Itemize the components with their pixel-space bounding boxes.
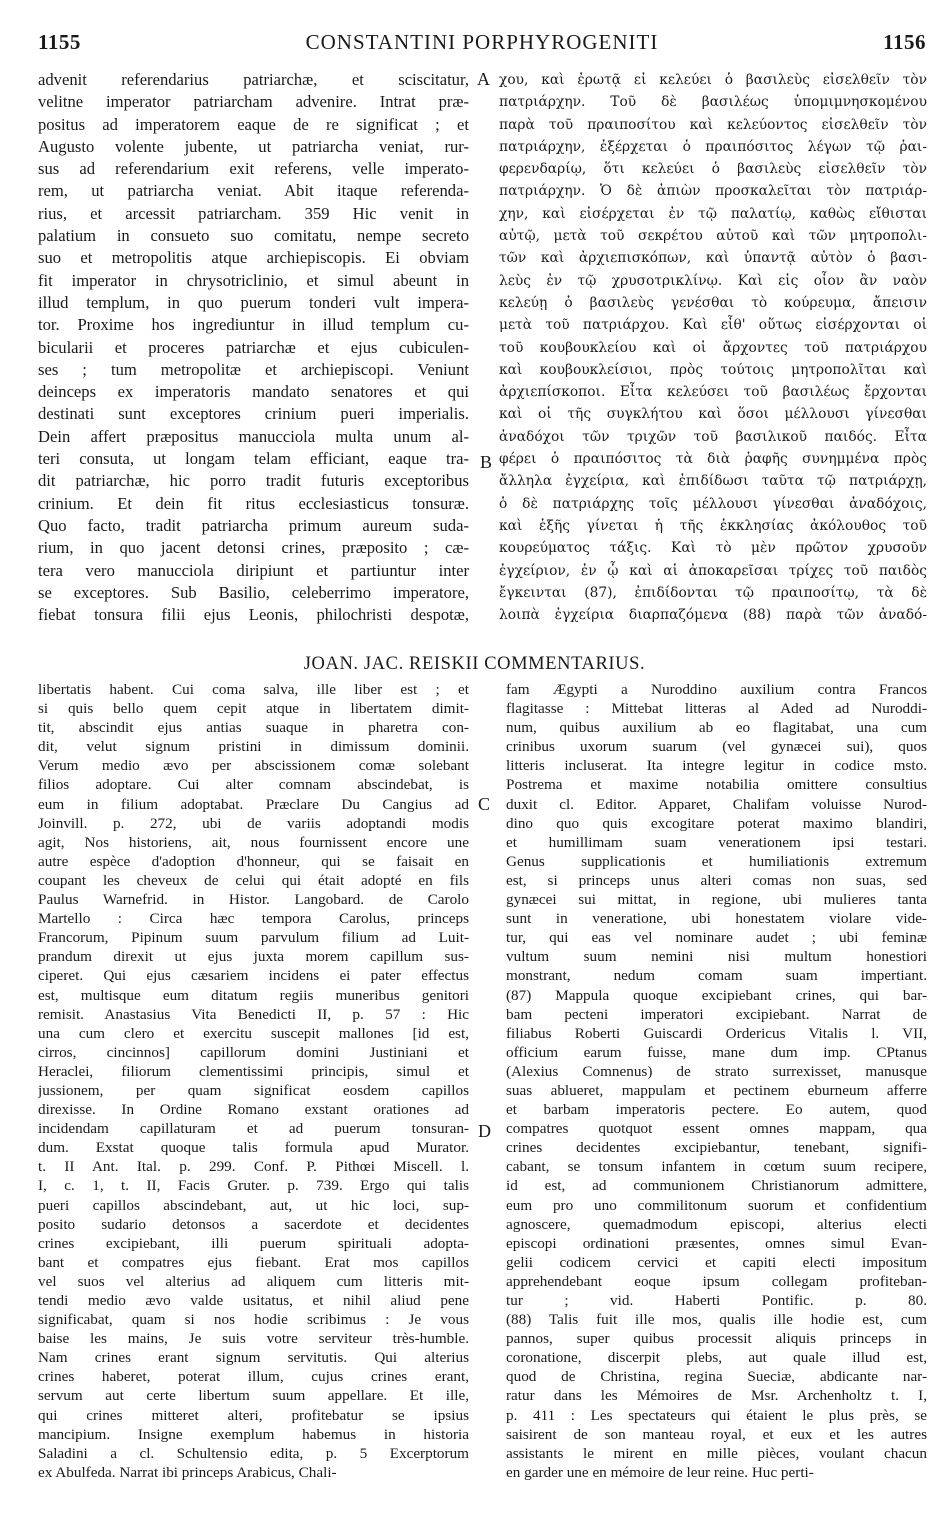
text-line: bant et compatres ejus fiebant. Erat mos capillos xyxy=(38,1253,469,1271)
text-line: rem, ut patriarcha veniat. Abit itaque referenda- xyxy=(38,181,469,201)
text-line: prandum direxit ut ejus juxta morem capillum sus- xyxy=(38,948,469,966)
margin-letter-b: B xyxy=(480,452,493,472)
commentary-title: JOAN. JAC. REISKII COMMENTARIUS. xyxy=(303,654,646,674)
text-line: ἔγκεινται (87), ἐπιδίδονται τῷ πραιποσίτῳ, τὰ δὲ xyxy=(499,584,927,601)
text-line: Nam crines erant signum servitutis. Qui alterius xyxy=(38,1349,469,1367)
text-line: ratur dans les Mémoires de Msr. Archenholtz t. I, xyxy=(506,1387,927,1405)
text-line: (Alexius Comnenus) de strato surrexisset, manusque xyxy=(506,1062,927,1080)
text-line: agnoscere, quemadmodum episcopi, alterius electi xyxy=(506,1215,927,1233)
text-line: ciperet. Qui ejus cæsariem incidens ei pater effectus xyxy=(38,967,469,985)
text-line: fam Ægypti a Nuroddino auxilium contra Francos xyxy=(506,681,927,698)
text-line: bicularii et proceres patriarchæ et ejus cubiculen- xyxy=(38,337,469,357)
text-line: id est, ad communionem Christianorum admittere, xyxy=(506,1177,927,1195)
text-line: crinium. Et dein fit ritus ecclesiasticus tonsuræ. xyxy=(38,493,469,513)
text-line: compatres quotquot essent omnes mappam, qua xyxy=(506,1120,927,1138)
text-line: significabat, quam si nos hodie scribimus : Je vous xyxy=(38,1311,469,1329)
page-number-right: 1156 xyxy=(883,30,926,54)
text-line: saisirent de son manteau royal, et eux et les autres xyxy=(506,1425,927,1443)
text-line: destinati sunt exceptores crinium pueri imperialis. xyxy=(38,404,469,424)
text-line: Genus supplicationis et humiliationis extremum xyxy=(506,852,927,870)
text-line: Postrema et maxime notabilia omittere consultius xyxy=(506,776,927,794)
text-line: πατριάρχην, ἐξέρχεται ὁ πραιπόσιτος λέγων τῷ ῥαι- xyxy=(499,138,927,155)
text-line: ex Abulfeda. Narrat ibi princeps Arabicus, Chali- xyxy=(38,1463,337,1481)
text-line: tor. Proxime hos ingrediuntur in illud templum cu- xyxy=(38,315,469,335)
text-line: suas ablueret, mappulam et pectinem eburneum afferre xyxy=(506,1081,927,1099)
text-line: monstrant, nedum comam suam impertiant. xyxy=(506,967,927,985)
text-line: coronatione, discerpit plebs, aut quale illud est, xyxy=(506,1349,927,1367)
text-line: et humillimam suam venerationem ipsi testari. xyxy=(506,833,927,851)
text-line: rium, in quo jacent detonsi crines, præposito ; cæ- xyxy=(38,538,469,558)
text-line: fiebat tonsura filii ejus Leonis, philochristi despotæ, xyxy=(38,605,469,625)
text-line: libertatis habent. Cui coma salva, ille liber est ; et xyxy=(38,681,469,698)
running-title: CONSTANTINI PORPHYROGENITI xyxy=(305,30,659,54)
text-line: Martello : Circa hæc tempora Carolus, princeps xyxy=(38,910,469,928)
text-line: cabant, se tonsum infantem in cœtum suum recipere, xyxy=(506,1158,927,1176)
text-line: Verum medio ævo per abscissionem comæ solebant xyxy=(38,757,469,775)
margin-letter-c: C xyxy=(478,794,491,814)
text-line: Dein affert præpositus manucciola multa unum al- xyxy=(38,426,469,446)
text-line: apprehendebant eoque ipsum collegam profiteban- xyxy=(506,1272,927,1290)
text-line: ἄλληλα ἐγχείρια, καὶ ἐπιδίδωσι ταῦτα τῷ πατριάρχῃ, xyxy=(499,473,927,490)
text-line: p. 411 : Les spectateurs qui étaient le plus près, se xyxy=(506,1406,927,1424)
text-line: teri consuta, ut longam telam efficiant, eaque tra- xyxy=(38,449,469,469)
text-line: est, si princeps unus alteri comas non suas, sed xyxy=(506,871,927,889)
margin-letter-a: A xyxy=(477,69,490,89)
text-line: Heraclei, filiorum clementissimi principis, simul et xyxy=(38,1062,469,1080)
text-line: coupant les cheveux de celui qui était adopté en fils xyxy=(38,871,469,889)
text-line: pannos, super quibus processit aliquis princeps in xyxy=(506,1330,927,1348)
text-line: λεὺς ἐν τῷ χρυσοτρικλίνῳ. Καὶ εἰς οἷον ἂν ναὸν xyxy=(499,272,927,289)
text-line: duxit cl. Editor. Apparet, Chalifam voluisse Nurod- xyxy=(506,795,927,813)
text-line: direxisse. In Ordine Romano exstant orationes ad xyxy=(38,1101,469,1119)
text-line: advenit referendarius patriarchæ, et sciscitatur, xyxy=(38,70,469,89)
commentary-left-column xyxy=(38,680,469,1482)
text-line: posito sudario detonsos a sacerdote et decidentes xyxy=(38,1215,469,1233)
greek-text-column xyxy=(499,69,927,626)
text-line: τῶν καὶ ἀρχιεπισκόπων, καὶ ὑπαντᾷ αὐτὸν ὁ βασι- xyxy=(499,250,927,267)
text-line: positus ad imperatorem eaque de re significat ; et xyxy=(38,114,469,134)
text-line: ses ; tum metropolitæ et archiepiscopi. Veniunt xyxy=(38,359,469,379)
text-line: suo et metropolitis atque archiepiscopis. Ei obviam xyxy=(38,248,469,268)
text-line: gynæcei sui mittat, in regione, ubi mulieres tanta xyxy=(506,891,927,909)
text-line: autre espèce d'adoption d'honneur, qui se faisait en xyxy=(38,852,469,870)
text-line: illud templum, in quo puerum tonderi vult impera- xyxy=(38,292,469,312)
text-line: (88) Talis fuit ille mos, qualis ille hodie est, cum xyxy=(506,1311,927,1329)
text-line: tur, qui eas vel nominare audet ; ubi feminæ xyxy=(506,929,927,947)
text-line: crines haberet, poterat illum, cujus crines erant, xyxy=(38,1368,469,1386)
text-line: servum aut certe libertum suum appellare. Et ille, xyxy=(38,1387,469,1405)
text-line: filios adoptare. Cui alter comnam abscindebat, is xyxy=(38,776,469,794)
text-line: χου, καὶ ἐρωτᾷ εἰ κελεύει ὁ βασιλεὺς εἰσελθεῖν τὸν xyxy=(499,72,927,88)
text-line: Francorum, Pipinum suum parvulum filium ad Luit- xyxy=(38,929,469,947)
text-line: τοῦ κουβουκλείου καὶ οἱ ἄρχοντες τοῦ πατριάρχου xyxy=(499,339,927,356)
text-line: pueri capillos abscindebant, aut, ut hic loci, sup- xyxy=(38,1196,469,1214)
text-line: ἀναδόχοι τῶν τριχῶν τοῦ βασιλικοῦ παιδός. Εἶτα xyxy=(499,428,927,445)
text-line: quod de Christina, regina Sueciæ, abdicante nar- xyxy=(506,1368,927,1386)
text-line: κελεύῃ ὁ βασιλεὺς γενέσθαι τὸ κούρευμα, ἄπεισιν xyxy=(499,294,927,311)
text-line: t. II Ant. Ital. p. 299. Conf. P. Pithœi Miscell. l. xyxy=(38,1158,469,1176)
latin-text-column xyxy=(38,69,469,626)
text-line: καὶ οἱ τῆς συγκλήτου καὶ ὅσοι μέλλουσι γίνεσθαι xyxy=(499,406,927,423)
text-line: ὁ δὲ πατριάρχης τοῖς μέλλουσι γίνεσθαι ἀναδόχοις, xyxy=(499,495,927,512)
text-line: incidendam capillaturam et ad puerum tonsuran- xyxy=(38,1120,469,1138)
text-line: est, multisque eum ditatum regiis muneribus genitori xyxy=(38,986,469,1004)
text-line: eum pro uno commilitonum suorum et confidentium xyxy=(506,1196,927,1214)
page-number-left: 1155 xyxy=(38,30,81,54)
text-line: filiabus Roberti Guiscardi Ordericus Vitalis l. VII, xyxy=(506,1024,927,1042)
text-line: tera vero manucciola diripiunt et partiuntur inter xyxy=(38,560,469,580)
text-line: qui crines mitteret alteri, profitebatur se ipsius xyxy=(38,1406,469,1424)
text-line: crines decidentes excipiebantur, tenebant, signifi- xyxy=(506,1139,927,1157)
text-line: vel suos vel alterius ad aliquem cum litteris mit- xyxy=(38,1272,469,1290)
text-line: ἐγχείριον, ἐν ᾧ καὶ αἱ ἀποκαρεῖσαι τρίχες τοῦ παιδὸς xyxy=(499,562,927,579)
text-line: eum in filium adoptabat. Præclare Du Cangius ad xyxy=(38,795,469,813)
text-line: jussionem, per quam significat eosdem capillos xyxy=(38,1081,469,1099)
text-line: dino quo quis excogitare poterat maximo blandiri, xyxy=(506,814,927,832)
text-line: φερενδαρίῳ, ὅτι κελεύει ὁ βασιλεὺς εἰσελθεῖν τὸν xyxy=(499,161,927,178)
text-line: gelii codicem cervici et capiti electi impositum xyxy=(506,1253,927,1271)
text-line: agit, Nos historiens, ait, nous fournissent encore une xyxy=(38,833,469,851)
text-line: (87) Mappula quoque excipiebant crines, qui bar- xyxy=(506,986,927,1004)
text-line: μετὰ τοῦ πατριάρχου. Καὶ εἶθ' οὕτως εἰσέρχονται οἱ xyxy=(499,317,927,334)
text-line: num, quibus auxilium ab eo flagitabat, una cum xyxy=(506,719,927,737)
text-line: rius, et arcessit patriarcham. 359 Hic venit in xyxy=(38,203,469,223)
text-line: una cum clero et exercitu suscepit mallones [id est, xyxy=(38,1024,469,1042)
text-line: Saladini a cl. Schultensio edita, p. 5 Excerptorum xyxy=(38,1444,469,1462)
text-line: dit, velut signum pristini in dimissum dominii. xyxy=(38,738,469,756)
text-line: φέρει ὁ πραιπόσιτος τὰ διὰ ῥαφῆς συνημμένα πρὸς xyxy=(499,451,927,468)
text-line: remisit. Anastasius Vita Benedicti II, p. 57 : Hic xyxy=(38,1005,469,1023)
text-line: assistants le mirent en mille pièces, voulant chacun xyxy=(506,1444,927,1462)
text-line: tit, abscindit ejus antias suaque in pharetra con- xyxy=(38,719,469,737)
text-line: deinceps ex imperatoris mandato senatores et qui xyxy=(38,382,469,402)
text-line: cirros, cincinnos] capillorum domini Justiniani et xyxy=(38,1043,469,1061)
text-line: officium earum fuisse, mane dum imp. CPtanus xyxy=(506,1043,927,1061)
text-line: sus ad referendarium exit referens, velle imperato- xyxy=(38,159,469,179)
text-line: αὐτῷ, μετὰ τοῦ σεκρέτου αὐτοῦ καὶ τῶν μητροπολι- xyxy=(499,228,927,245)
text-line: crines excipiebant, illi puerum spirituali adopta- xyxy=(38,1234,469,1252)
text-line: ἀρχιεπίσκοποι. Εἶτα κελεύσει τοῦ βασιλέως ἔρχονται xyxy=(499,384,927,401)
text-line: κουρεύματος τάξις. Καὶ τὸ μὲν πρῶτον χρυσοῦν xyxy=(499,540,927,557)
text-line: velitne imperator patriarcham advenire. Intrat præ- xyxy=(38,92,469,112)
text-line: πατριάρχην. Ὁ δὲ ἀπιὼν προσκαλεῖται τὸν πατριάρ- xyxy=(499,183,927,200)
commentary-right-column xyxy=(506,680,927,1482)
running-head xyxy=(38,30,926,60)
text-line: καὶ ἑξῆς γίνεται ἡ τῆς ἐκκλησίας ἀκόλουθος τοῦ xyxy=(499,517,927,534)
text-line: baise les mains, Je suis votre serviteur très-humble. xyxy=(38,1330,469,1348)
text-line: χην, καὶ εἰσέρχεται ἐν τῷ παλατίῳ, καθὼς εἴθισται xyxy=(499,205,927,222)
text-line: Paulus Warnefrid. in Histor. Langobard. de Carolo xyxy=(38,891,469,909)
text-line: Joinvill. p. 272, ubi de variis adoptandi modis xyxy=(38,814,469,832)
text-line: Quo facto, tradit patriarcha primum aureum suda- xyxy=(38,515,469,535)
text-line: tendi medio ævo valde usitatus, et nihil aliud pene xyxy=(38,1292,469,1309)
text-line: en garder une en mémoire de leur reine. Huc perti- xyxy=(506,1463,814,1481)
text-line: vultum suum nemini nisi multum honestiori xyxy=(506,948,927,966)
text-line: episcopi ordinationi præsentes, omnes simul Evan- xyxy=(506,1234,927,1252)
text-line: I, c. 1, t. II, Facis Gruter. p. 739. Ergo qui talis xyxy=(38,1177,469,1195)
text-line: palatium in consueto suo comitatu, nempe secreto xyxy=(38,226,469,246)
text-line: καὶ κουβουκλείσιοι, πρὸς τούτοις μητροπολῖται καὶ xyxy=(499,361,927,378)
text-line: λοιπὰ ἐγχείρια διαρπαζόμενα (88) παρὰ τῶν ἀναδό- xyxy=(499,607,927,624)
text-line: tur ; vid. Haberti Pontific. p. 80. xyxy=(506,1292,927,1309)
text-line: παρὰ τοῦ πραιποσίτου καὶ κελεύοντος εἰσελθεῖν τὸν xyxy=(499,116,927,133)
text-line: sunt in veneratione, ubi honestatem violare vide- xyxy=(506,910,927,928)
text-line: mancipium. Insigne exemplum habemus in historia xyxy=(38,1425,469,1443)
text-line: flagitasse : Mittebat litteras al Aded ad Nuroddi- xyxy=(506,700,927,718)
text-line: Augusto volente jubente, ut patriarcha veniat, rur- xyxy=(38,136,469,156)
text-line: litteris incluserat. Ita integre legitur in codice msto. xyxy=(506,757,927,775)
text-line: πατριάρχην. Τοῦ δὲ βασιλέως ὑπομιμνησκομένου xyxy=(499,94,927,111)
text-line: dit patriarchæ, hic porro tradit futuris exceptoribus xyxy=(38,471,469,491)
text-line: crinibus uxorum suarum (vel gynæcei sui), quos xyxy=(506,738,927,756)
text-line: fit imperator in chrysotriclinio, et simul abeunt in xyxy=(38,270,469,290)
text-line: se exceptores. Sub Basilio, celeberrimo imperatore, xyxy=(38,582,469,602)
text-line: dum. Exstat quoque talis formula apud Murator. xyxy=(38,1139,469,1157)
margin-letter-d: D xyxy=(478,1121,491,1141)
text-line: et barbam imperatoris pectere. Eo autem, quod xyxy=(506,1101,927,1119)
text-line: bam pecteni imperatori excipiebant. Narrat de xyxy=(506,1005,927,1023)
text-line: si quis bello quem cepit atque in libertatem dimit- xyxy=(38,700,469,718)
